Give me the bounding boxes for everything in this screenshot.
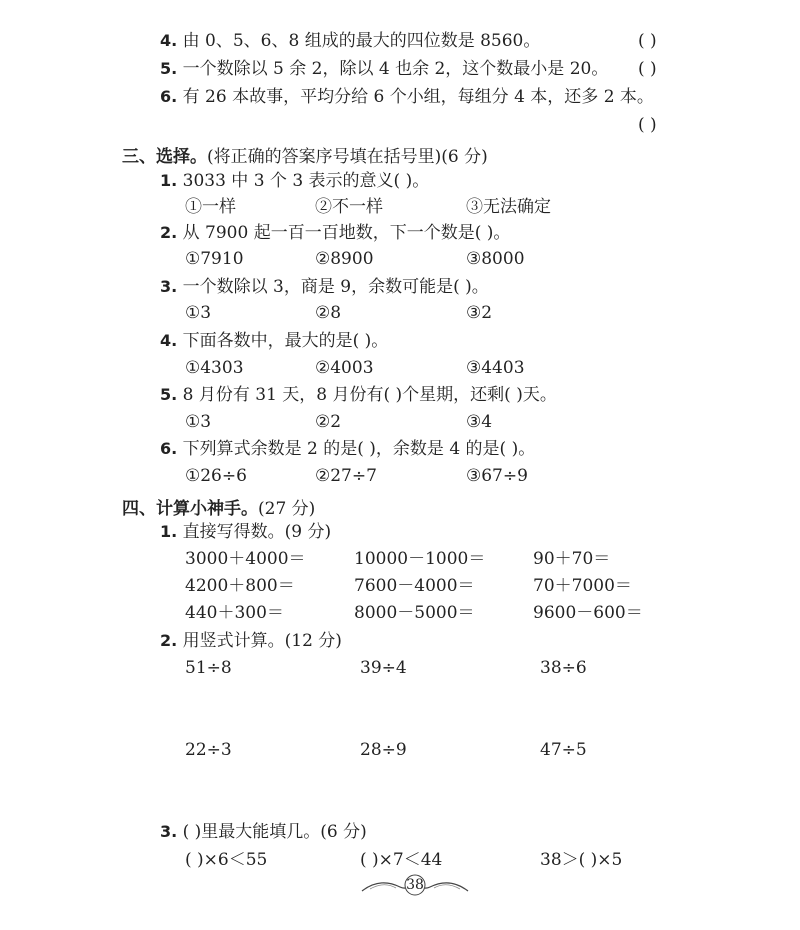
section-title: 四、计算小神手。 [122,499,258,519]
choice-question-2 [160,222,510,244]
option-3[interactable]: ③67÷9 [466,466,528,486]
vertical-calc-item[interactable]: 51÷8 [185,658,232,678]
item-number: 3. [160,822,178,841]
item-number: 6. [160,87,178,106]
question-text: 从 7900 起一百一百地数，下一个数是( )。 [182,223,511,243]
oral-calc-item[interactable]: 9600－600＝ [533,603,643,623]
oral-calc-item[interactable]: 90＋70＝ [533,549,611,569]
oral-calc-item[interactable]: 10000－1000＝ [354,549,486,569]
calc-question-2 [160,630,342,652]
answer-paren[interactable]: ( ) [638,59,657,79]
judge-item-6 [160,86,654,108]
section-note: (将正确的答案序号填在括号里)(6 分) [207,147,488,167]
option-2[interactable]: ②27÷7 [315,466,377,486]
question-text: 8 月份有 31 天，8 月份有( )个星期，还剩( )天。 [182,385,557,405]
item-number: 5. [160,59,178,78]
question-text: 一个数除以 3，商是 9，余数可能是( )。 [182,277,489,297]
vertical-calc-item[interactable]: 47÷5 [540,740,587,760]
item-text: 由 0、5、6、8 组成的最大的四位数是 8560。 [182,31,541,51]
option-2[interactable]: ②不一样 [315,197,383,217]
option-2[interactable]: ②2 [315,412,342,432]
item-number: 2. [160,631,178,650]
question-text: 下列算式余数是 2 的是( )，余数是 4 的是( )。 [182,439,536,459]
choice-question-1 [160,170,429,192]
oral-calc-item[interactable]: 70＋7000＝ [533,576,632,596]
option-1[interactable]: ①7910 [185,249,244,269]
option-2[interactable]: ②8 [315,303,342,323]
oral-calc-item[interactable]: 3000＋4000＝ [185,549,306,569]
choice-question-3 [160,276,489,298]
page-number: 38 [406,877,424,893]
choice-question-6 [160,438,535,460]
item-text: 一个数除以 5 余 2，除以 4 也余 2，这个数最小是 20。 [182,59,609,79]
item-text: 有 26 本故事，平均分给 6 个小组，每组分 4 本，还多 2 本。 [182,87,654,107]
option-2[interactable]: ②4003 [315,358,374,378]
choice-question-5 [160,384,557,406]
item-number: 4. [160,31,178,50]
question-text: 用竖式计算。(12 分) [182,631,342,651]
option-3[interactable]: ③2 [466,303,493,323]
item-number: 5. [160,385,178,404]
vertical-calc-item[interactable]: 28÷9 [360,740,407,760]
option-2[interactable]: ②8900 [315,249,374,269]
item-number: 1. [160,522,178,541]
item-number: 4. [160,331,178,350]
vertical-calc-item[interactable]: 22÷3 [185,740,232,760]
section-note: (27 分) [258,499,316,519]
item-number: 2. [160,223,178,242]
answer-paren[interactable]: ( ) [638,31,657,51]
oral-calc-item[interactable]: 440＋300＝ [185,603,284,623]
vertical-calc-item[interactable]: 39÷4 [360,658,407,678]
option-1[interactable]: ①3 [185,303,212,323]
question-text: 直接写得数。(9 分) [182,522,332,542]
section-4-heading [122,494,315,519]
option-1[interactable]: ①3 [185,412,212,432]
choice-question-4 [160,330,388,352]
fill-blank-item[interactable]: ( )×6＜55 [185,850,268,870]
item-number: 3. [160,277,178,296]
fill-blank-item[interactable]: ( )×7＜44 [360,850,443,870]
oral-calc-item[interactable]: 7600－4000＝ [354,576,475,596]
option-1[interactable]: ①4303 [185,358,244,378]
judge-item-4 [160,30,540,52]
option-3[interactable]: ③4403 [466,358,525,378]
option-3[interactable]: ③无法确定 [466,197,551,217]
fill-blank-item[interactable]: 38＞( )×5 [540,850,623,870]
option-3[interactable]: ③4 [466,412,493,432]
question-text: ( )里最大能填几。(6 分) [182,822,367,842]
question-text: 3033 中 3 个 3 表示的意义( )。 [182,171,430,191]
option-1[interactable]: ①一样 [185,197,236,217]
option-3[interactable]: ③8000 [466,249,525,269]
calc-question-1 [160,521,331,543]
option-1[interactable]: ①26÷6 [185,466,247,486]
oral-calc-item[interactable]: 8000－5000＝ [354,603,475,623]
page-footer [360,873,470,897]
vertical-calc-item[interactable]: 38÷6 [540,658,587,678]
item-number: 1. [160,171,178,190]
section-title: 三、选择。 [122,147,207,167]
section-3-heading [122,142,488,167]
calc-question-3 [160,821,367,843]
answer-paren[interactable]: ( ) [638,115,657,135]
item-number: 6. [160,439,178,458]
oral-calc-item[interactable]: 4200＋800＝ [185,576,295,596]
question-text: 下面各数中，最大的是( )。 [182,331,389,351]
judge-item-5 [160,58,608,80]
